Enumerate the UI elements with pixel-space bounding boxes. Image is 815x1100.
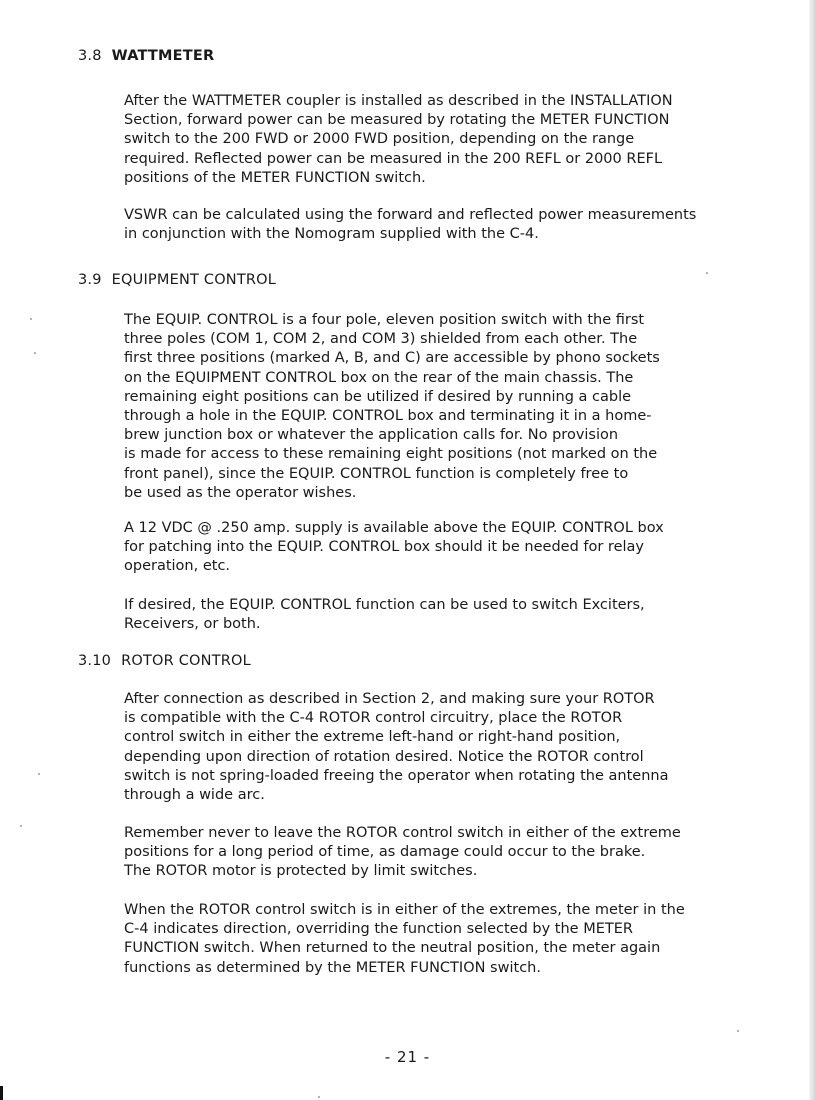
paragraph — [124, 596, 764, 634]
text-line: A 12 VDC @ .250 amp. supply is available above the EQUIP. CONTROL box — [124, 520, 664, 536]
paragraph — [124, 690, 764, 805]
section-3-10-heading — [78, 653, 251, 669]
text-line: depending upon direction of rotation desired. Notice the ROTOR control — [124, 748, 644, 765]
text-line: three poles (COM 1, COM 2, and COM 3) shielded from each other. The — [124, 331, 638, 348]
scan-edge-mark — [0, 1086, 3, 1100]
scan-speck — [34, 352, 36, 354]
text-line: for patching into the EQUIP. CONTROL box should it be needed for relay — [124, 539, 644, 556]
text-line: remaining eight positions can be utilized if desired by running a cable — [124, 388, 632, 405]
text-line: VSWR can be calculated using the forward and reflected power measurements — [124, 207, 697, 223]
scan-speck — [30, 318, 32, 320]
text-line: C-4 indicates direction, overriding the function selected by the METER — [124, 921, 633, 938]
text-line: front panel), since the EQUIP. CONTROL function is completely free to — [124, 465, 629, 482]
section-title: EQUIPMENT CONTROL — [111, 272, 277, 288]
text-line: After connection as described in Section 2, and making sure your ROTOR — [124, 691, 655, 707]
section-number: 3.9 — [78, 272, 102, 288]
text-line: Section, forward power can be measured by rotating the METER FUNCTION — [124, 112, 670, 129]
text-line: positions for a long period of time, as damage could occur to the brake. — [124, 844, 646, 861]
text-line: positions of the METER FUNCTION switch. — [124, 169, 426, 186]
section-3-8-heading — [78, 48, 214, 64]
text-line: first three positions (marked A, B, and C) are accessible by phono sockets — [124, 350, 660, 367]
text-line: After the WATTMETER coupler is installed as described in the INSTALLATION — [124, 93, 673, 109]
text-line: control switch in either the extreme left-hand or right-hand position, — [124, 729, 621, 746]
section-title: ROTOR CONTROL — [121, 653, 251, 669]
text-line: brew junction box or whatever the application calls for. No provision — [124, 427, 619, 444]
paragraph — [124, 824, 764, 882]
text-line: is compatible with the C-4 ROTOR control circuitry, place the ROTOR — [124, 710, 623, 727]
section-3-9-heading — [78, 272, 276, 288]
section-number: 3.8 — [78, 48, 102, 64]
text-line: on the EQUIPMENT CONTROL box on the rear of the main chassis. The — [124, 369, 634, 386]
text-line: The EQUIP. CONTROL is a four pole, eleven position switch with the first — [124, 312, 645, 328]
text-line: functions as determined by the METER FUNCTION switch. — [124, 959, 541, 976]
page-number: - 21 - — [384, 1048, 431, 1066]
scan-speck — [318, 1096, 320, 1098]
paragraph — [124, 311, 764, 503]
text-line: Receivers, or both. — [124, 616, 261, 633]
text-line: When the ROTOR control switch is in either of the extremes, the meter in the — [124, 902, 685, 918]
scan-speck — [737, 1030, 739, 1032]
section-number: 3.10 — [78, 653, 112, 669]
scan-speck — [20, 825, 22, 827]
text-line: If desired, the EQUIP. CONTROL function can be used to switch Exciters, — [124, 597, 645, 613]
text-line: FUNCTION switch. When returned to the neutral position, the meter again — [124, 940, 661, 957]
text-line: is made for access to these remaining eight positions (not marked on the — [124, 446, 658, 463]
paragraph — [124, 519, 764, 577]
section-title: WATTMETER — [111, 48, 215, 64]
text-line: Remember never to leave the ROTOR control switch in either of the extreme — [124, 825, 681, 841]
paragraph — [124, 206, 764, 244]
text-line: required. Reflected power can be measured in the 200 REFL or 2000 REFL — [124, 150, 663, 167]
text-line: through a hole in the EQUIP. CONTROL box and terminating it in a home- — [124, 408, 652, 425]
text-line: switch to the 200 FWD or 2000 FWD position, depending on the range — [124, 131, 635, 148]
text-line: in conjunction with the Nomogram supplied with the C-4. — [124, 226, 539, 243]
text-line: operation, etc. — [124, 558, 231, 575]
scan-speck — [706, 272, 708, 274]
text-line: switch is not spring-loaded freeing the operator when rotating the antenna — [124, 767, 669, 784]
scan-edge-shadow — [809, 0, 815, 1100]
scan-speck — [38, 773, 40, 775]
text-line: The ROTOR motor is protected by limit switches. — [124, 863, 478, 880]
text-line: through a wide arc. — [124, 787, 265, 804]
paragraph — [124, 901, 764, 978]
paragraph — [124, 92, 764, 188]
text-line: be used as the operator wishes. — [124, 484, 357, 501]
